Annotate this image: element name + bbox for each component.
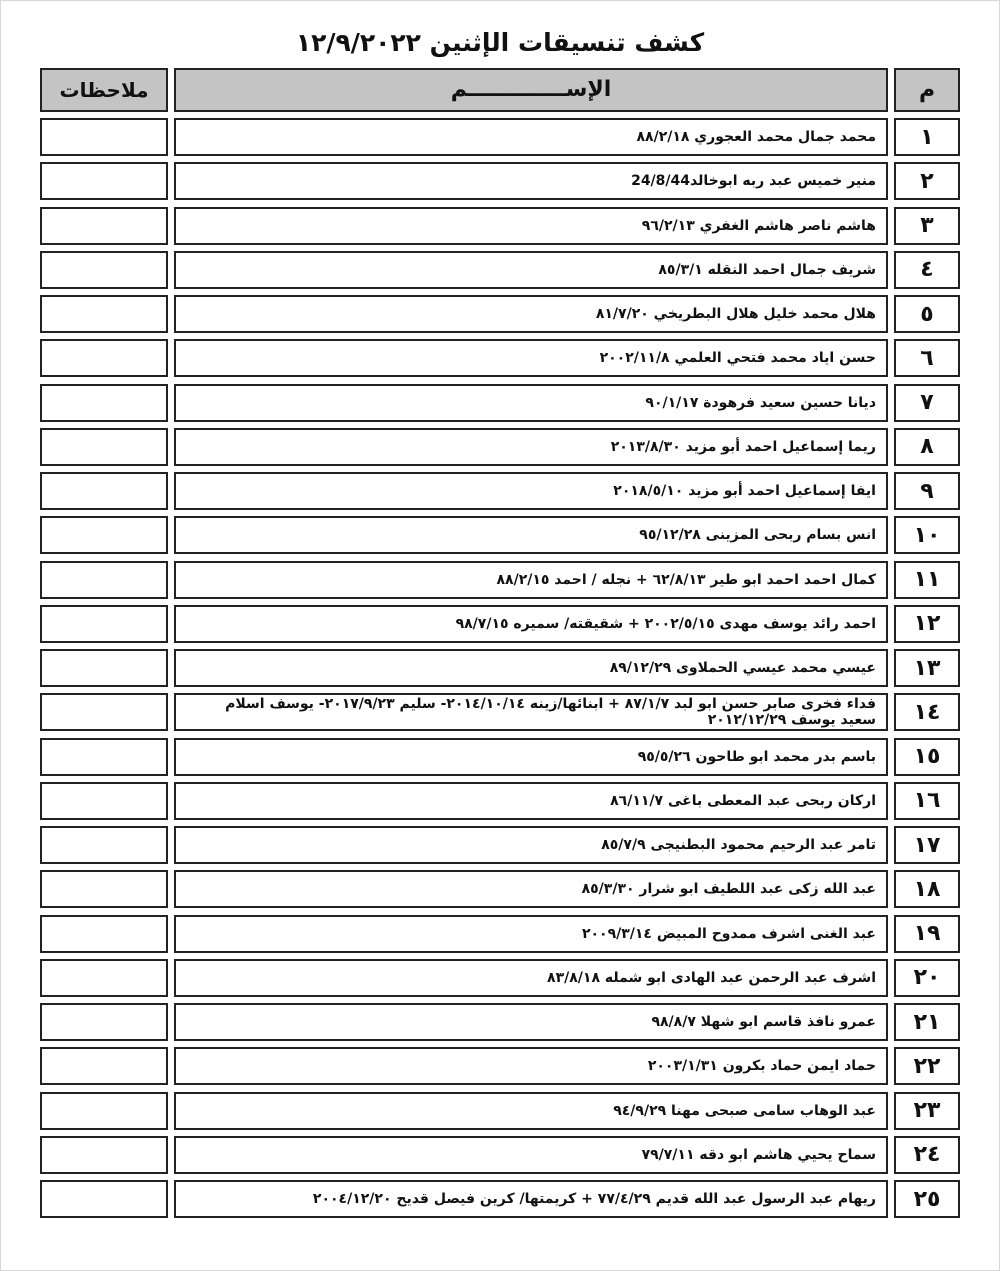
header-number: م (894, 68, 960, 112)
row-number: ١٠ (894, 516, 960, 554)
row-number: ١٨ (894, 870, 960, 908)
table-row (40, 915, 960, 953)
row-name (174, 1092, 888, 1130)
row-name (174, 561, 888, 599)
row-name (174, 738, 888, 776)
row-name-text: اشرف عبد الرحمن عبد الهادى ابو شمله ٨٣/٨/١٨ (547, 969, 876, 986)
row-notes (40, 782, 168, 820)
table-row (40, 295, 960, 333)
row-number: ٢٢ (894, 1047, 960, 1085)
table-row (40, 782, 960, 820)
row-name-text: هلال محمد خليل هلال البطريخي ٨١/٧/٢٠ (595, 306, 876, 322)
row-number: ١١ (894, 561, 960, 599)
table-row (40, 118, 960, 156)
row-number: ٨ (894, 428, 960, 466)
row-number: ١٥ (894, 738, 960, 776)
row-notes (40, 251, 168, 289)
row-name (174, 959, 888, 997)
row-number: ٢٤ (894, 1136, 960, 1174)
row-name-text: اركان ربحى عبد المعطى باغى ٨٦/١١/٧ (610, 792, 876, 809)
table-header-row (40, 68, 960, 112)
table-row (40, 1003, 960, 1041)
row-name-text: كمال احمد احمد ابو طير ٦٢/٨/١٣ + نجله / احمد ٨٨/٢/١٥ (496, 571, 876, 588)
row-number: ١٧ (894, 826, 960, 864)
row-name-text: حسن اياد محمد فتحي العلمي ٢٠٠٢/١١/٨ (599, 350, 876, 367)
row-notes (40, 295, 168, 333)
row-name-text: فداء فخرى صابر حسن ابو لبد ٨٧/١/٧ + ابنائها/زينه ٢٠١٤/١٠/١٤- سليم ٢٠١٧/٩/٢٣- يوسف اسلام سعيد يوسف ٢٠١٢/١٢/٢٩ (225, 696, 876, 729)
row-notes (40, 428, 168, 466)
row-name-text: انس بسام ربحى المزينى ٩٥/١٢/٢٨ (639, 527, 876, 544)
row-name (174, 428, 888, 466)
row-notes (40, 561, 168, 599)
row-name-text: شريف جمال احمد النقله ٨٥/٣/١ (658, 261, 876, 278)
header-name: الإســـــــــــــم (174, 68, 888, 112)
row-name (174, 472, 888, 510)
table-row (40, 1136, 960, 1174)
row-number: ٢١ (894, 1003, 960, 1041)
row-name (174, 251, 888, 289)
row-name-text: عمرو نافذ قاسم ابو شهلا ٩٨/٨/٧ (651, 1014, 876, 1030)
table-row (40, 1092, 960, 1130)
row-notes (40, 826, 168, 864)
table-row (40, 605, 960, 643)
row-notes (40, 1136, 168, 1174)
row-notes (40, 693, 168, 731)
row-name (174, 1003, 888, 1041)
table-row (40, 428, 960, 466)
document-title: كشف تنسيقات الإثنين ١٢/٩/٢٠٢٢ (295, 28, 705, 57)
row-notes (40, 1003, 168, 1041)
row-number: ١٢ (894, 605, 960, 643)
table-row (40, 738, 960, 776)
row-notes (40, 516, 168, 554)
row-name (174, 1136, 888, 1174)
table-row (40, 162, 960, 200)
row-notes (40, 915, 168, 953)
row-notes (40, 384, 168, 422)
row-name (174, 118, 888, 156)
row-name-text: محمد جمال محمد العجوري ٨٨/٢/١٨ (636, 129, 876, 145)
row-number: ٩ (894, 472, 960, 510)
table-row (40, 826, 960, 864)
coordination-table (40, 68, 960, 1248)
row-notes (40, 1047, 168, 1085)
row-number: ٢ (894, 162, 960, 200)
row-number: ١٣ (894, 649, 960, 687)
row-name-text: عبد الغنى اشرف ممدوح المبيض ٢٠٠٩/٣/١٤ (581, 925, 876, 942)
row-name-text: سماح يحيي هاشم ابو دقه ٧٩/٧/١١ (641, 1146, 876, 1163)
row-number: ١٦ (894, 782, 960, 820)
row-number: ٤ (894, 251, 960, 289)
row-notes (40, 1180, 168, 1218)
table-row (40, 1180, 960, 1218)
row-name (174, 649, 888, 687)
row-name (174, 207, 888, 245)
table-row (40, 1047, 960, 1085)
row-name (174, 693, 888, 731)
row-name (174, 605, 888, 643)
row-name (174, 782, 888, 820)
table-row (40, 516, 960, 554)
table-row (40, 959, 960, 997)
row-number: ١٩ (894, 915, 960, 953)
row-number: ٢٥ (894, 1180, 960, 1218)
table-row (40, 693, 960, 731)
table-row (40, 649, 960, 687)
table-row (40, 384, 960, 422)
row-name-text: هاشم ناصر هاشم الغفري ٩٦/٢/١٣ (641, 217, 876, 234)
table-row (40, 870, 960, 908)
row-name-text: تامر عبد الرحيم محمود البطنيجى ٨٥/٧/٩ (601, 837, 876, 853)
row-name (174, 870, 888, 908)
row-notes (40, 959, 168, 997)
row-name (174, 162, 888, 200)
row-notes (40, 870, 168, 908)
row-notes (40, 207, 168, 245)
row-name (174, 1047, 888, 1085)
row-name (174, 516, 888, 554)
row-name-text: ريهام عبد الرسول عبد الله قديم ٧٧/٤/٢٩ + كريمتها/ كرين فيصل قديح ٢٠٠٤/١٢/٢٠ (312, 1191, 876, 1207)
row-name (174, 826, 888, 864)
row-name-text: عبد الله زكى عبد اللطيف ابو شرار ٨٥/٣/٣٠ (581, 881, 876, 898)
row-number: ٥ (894, 295, 960, 333)
row-name (174, 915, 888, 953)
row-name-text: ايفا إسماعيل احمد أبو مزيد ٢٠١٨/٥/١٠ (613, 483, 876, 499)
row-name (174, 1180, 888, 1218)
row-name-text: عبد الوهاب سامى صبحى مهنا ٩٤/٩/٢٩ (613, 1102, 876, 1119)
table-row (40, 472, 960, 510)
row-name (174, 339, 888, 377)
row-number: ١ (894, 118, 960, 156)
row-notes (40, 162, 168, 200)
row-number: ١٤ (894, 693, 960, 731)
row-notes (40, 472, 168, 510)
table-row (40, 339, 960, 377)
row-number: ٦ (894, 339, 960, 377)
row-number: ٣ (894, 207, 960, 245)
row-number: ٢٣ (894, 1092, 960, 1130)
row-name-text: حماد ايمن حماد بكرون ٢٠٠٣/١/٣١ (647, 1058, 876, 1075)
row-number: ٢٠ (894, 959, 960, 997)
row-number: ٧ (894, 384, 960, 422)
row-name (174, 295, 888, 333)
table-row (40, 561, 960, 599)
table-row (40, 207, 960, 245)
row-name-text: ديانا حسين سعيد فرهودة ٩٠/١/١٧ (645, 394, 876, 411)
row-notes (40, 605, 168, 643)
row-notes (40, 339, 168, 377)
row-name-text: عيسي محمد عيسي الحملاوى ٨٩/١٢/٢٩ (609, 660, 876, 676)
header-notes: ملاحظات (40, 68, 168, 112)
table-row (40, 251, 960, 289)
row-name-text: منير خميس عبد ربه ابوخالد24/8/44 (631, 173, 876, 190)
row-name-text: احمد رائد يوسف مهدى ٢٠٠٢/٥/١٥ + شقيقته/ سميره ٩٨/٧/١٥ (455, 615, 876, 632)
row-notes (40, 118, 168, 156)
row-notes (40, 738, 168, 776)
row-name (174, 384, 888, 422)
table-body (40, 118, 960, 1218)
row-notes (40, 649, 168, 687)
row-name-text: ريما إسماعيل احمد أبو مزيد ٢٠١٣/٨/٣٠ (610, 438, 876, 455)
row-name-text: باسم بدر محمد ابو طاحون ٩٥/٥/٢٦ (637, 748, 876, 765)
row-notes (40, 1092, 168, 1130)
